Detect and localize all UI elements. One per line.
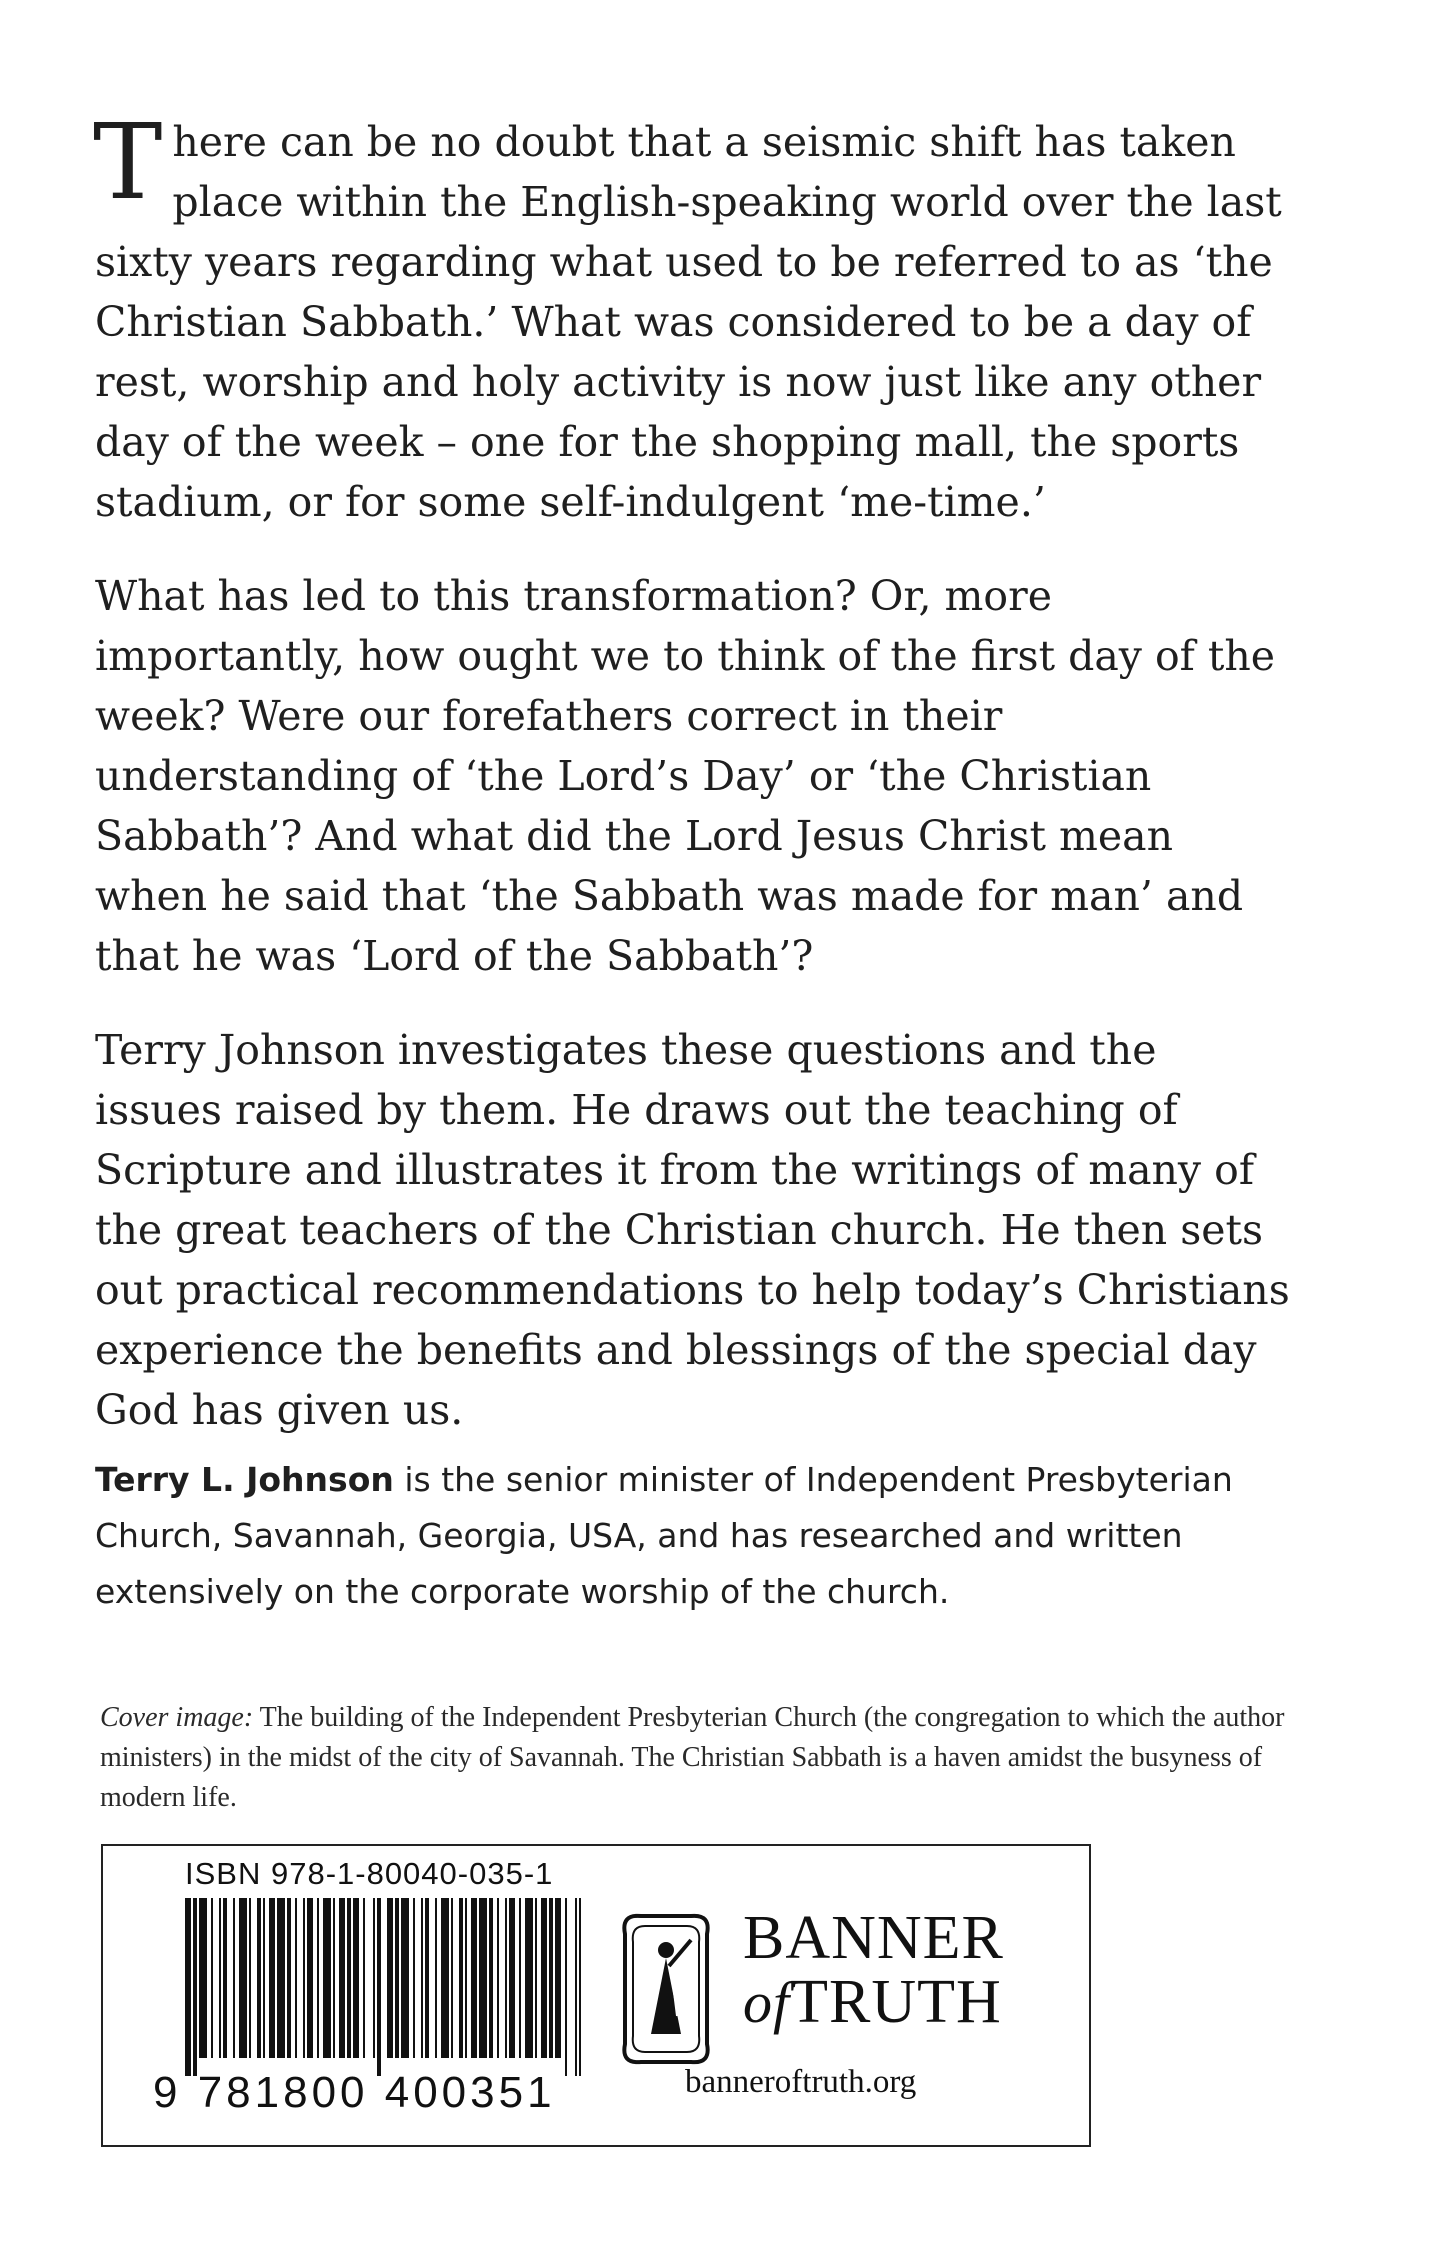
publisher-name	[743, 1906, 1004, 2035]
author-bio-text: is the senior minister of Independent Presbyterian Church, Savannah, Georgia, USA, and has researched and written extensively on the corporate worship of the church.	[95, 1460, 1233, 1611]
author-bio	[95, 1452, 1305, 1620]
blurb-paragraph-1-text: here can be no doubt that a seismic shift has taken place within the English-speaking world over the last sixty years regarding what used to be referred to as ‘the Christian Sabbath.’ What was considered to be a day of rest, worship and holy activity is now just like any other day of the week – one for the shopping mall, the sports stadium, or for some self-indulgent ‘me-time.’	[95, 118, 1282, 526]
author-name: Terry L. Johnson	[95, 1460, 394, 1499]
publisher-website: banneroftruth.org	[685, 2064, 917, 2100]
cover-blurb	[93, 101, 1295, 1474]
isbn-label: ISBN 978-1-80040-035-1	[185, 1856, 554, 1891]
publisher-of: of	[743, 1970, 791, 2035]
publisher-truth: TRUTH	[790, 1968, 1002, 2036]
blurb-paragraph-2: What has led to this transformation? Or, more importantly, how ought we to think of the first day of the week? Were our forefathers correct in their understanding of ‘the Lord’s Day’ or ‘the Christian Sabbath’? And what did the Lord Jesus Christ mean when he said that ‘the Sabbath was made for man’ and that he was ‘Lord of the Sabbath’?	[95, 572, 1276, 980]
caption-label: Cover image:	[100, 1702, 254, 1733]
drop-cap: T	[93, 101, 163, 223]
barcode-icon	[185, 1898, 581, 2076]
caption-text: The building of the Independent Presbyterian Church (the congregation to which the author ministers) in the midst of the city of Savannah. The Christian Sabbath is a haven amidst the busyness of modern life.	[100, 1702, 1285, 1813]
cover-image-caption	[100, 1698, 1300, 1818]
publisher-line-2	[743, 1970, 1004, 2035]
barcode-panel	[101, 1844, 1091, 2147]
barcode-digits: 9 781800 400351	[153, 2068, 556, 2117]
blurb-paragraph-3: Terry Johnson investigates these questions and the issues raised by them. He draws out the teaching of Scripture and illustrates it from the writings of many of the great teachers of the Christian church. He then sets out practical recommendations to help today’s Christians experience the benefits and blessings of the special day God has given us.	[95, 1026, 1290, 1434]
publisher-line-1: BANNER	[743, 1904, 1004, 1972]
preacher-logo-icon	[611, 1904, 721, 2072]
blurb-paragraph-1	[93, 101, 1295, 532]
